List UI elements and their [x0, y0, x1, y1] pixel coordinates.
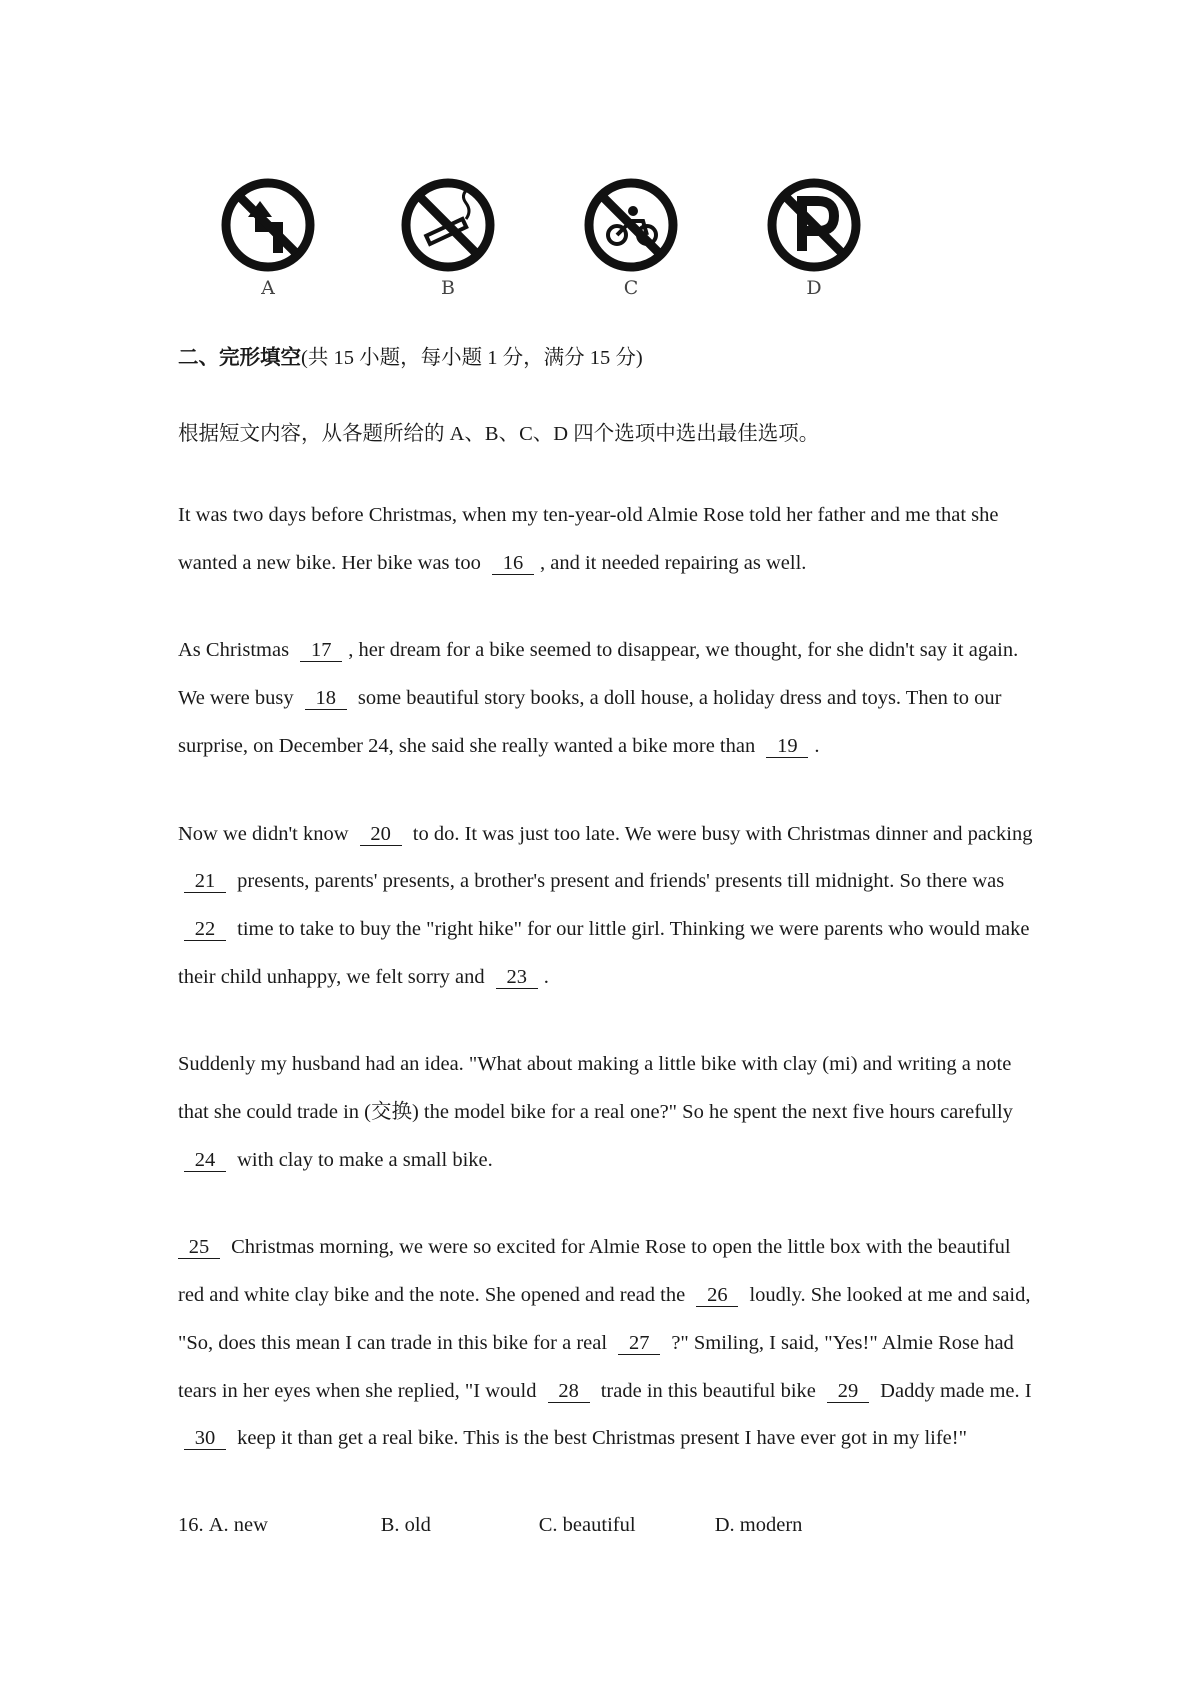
- question-16-options: [178, 1507, 1038, 1543]
- section-title-rest: (共 15 小题，每小题 1 分，满分 15 分): [301, 347, 643, 369]
- blank-29: 29: [827, 1380, 869, 1403]
- paragraph-text: , and it needed repairing as well.: [539, 551, 807, 574]
- paragraph-text: It was two days before Christmas, when my ten-year-old Almie Rose told her father and me that she wanted a new bike. Her bike was too: [178, 504, 999, 574]
- option-a: A. new: [208, 1513, 268, 1536]
- paragraph-text: loudly. She looked at me and said, "So, does this mean I can trade in this bike for a real: [178, 1284, 1031, 1354]
- section-title: [178, 340, 1038, 376]
- sign-b: [398, 175, 498, 299]
- passage-paragraph-2: [178, 627, 1038, 770]
- paragraph-text: some beautiful story books, a doll house, a holiday dress and toys. Then to our surprise, on December 24, she said she really wanted a bike more than: [178, 687, 1002, 757]
- blank-28: 28: [548, 1380, 590, 1403]
- passage-paragraph-4: [178, 1041, 1038, 1184]
- blank-30: 30: [184, 1427, 226, 1450]
- passage-paragraph-1: [178, 492, 1038, 587]
- no-parking-icon: [764, 175, 864, 275]
- paragraph-text: Suddenly my husband had an idea. "What about making a little bike with clay (mi) and writing a note that she could trade in (交换) the model bike for a real one?" So he spent the next five hours carefully: [178, 1053, 1013, 1124]
- blank-16: 16: [492, 552, 534, 575]
- no-smoking-icon: [398, 175, 498, 275]
- sign-letter-b: B: [441, 277, 455, 299]
- paragraph-text: trade in this beautiful bike: [600, 1379, 816, 1402]
- paragraph-text: As Christmas: [178, 639, 290, 662]
- no-left-turn-icon: [218, 175, 318, 275]
- blank-17: 17: [300, 639, 342, 662]
- section-title-bold: 完形填空: [219, 347, 301, 369]
- option-c: C. beautiful: [538, 1513, 636, 1536]
- blank-24: 24: [184, 1149, 226, 1172]
- paragraph-text: Now we didn't know: [178, 822, 349, 845]
- blank-25: 25: [178, 1236, 220, 1259]
- paragraph-text: ?" Smiling, I said, "Yes!" Almie Rose had tears in her eyes when she replied, "I would: [178, 1331, 1014, 1402]
- sign-c: [581, 175, 681, 299]
- blank-19: 19: [766, 735, 808, 758]
- sign-letter-d: D: [806, 277, 822, 299]
- traffic-signs-row: [218, 175, 908, 299]
- no-motorcycle-icon: [581, 175, 681, 275]
- passage-paragraph-3: [178, 811, 1038, 1002]
- sign-letter-c: C: [623, 277, 639, 299]
- blank-23: 23: [496, 966, 538, 989]
- passage-paragraph-5: [178, 1224, 1038, 1463]
- cloze-section: [178, 340, 1038, 1543]
- blank-18: 18: [305, 687, 347, 710]
- section-number: 二、: [178, 347, 219, 369]
- option-b: B. old: [380, 1513, 431, 1536]
- blank-26: 26: [696, 1284, 738, 1307]
- paragraph-text: .: [543, 965, 549, 988]
- paragraph-text: Daddy made me. I: [880, 1379, 1032, 1402]
- instruction-text: 根据短文内容，从各题所给的 A、B、C、D 四个选项中选出最佳选项。: [178, 423, 820, 445]
- paragraph-text: presents, parents' presents, a brother's present and friends' presents till midnight. So there was: [237, 870, 1005, 893]
- sign-a: [218, 175, 318, 299]
- option-d: D. modern: [714, 1513, 803, 1536]
- paragraph-text: time to take to buy the "right hike" for our little girl. Thinking we were parents who would make their child unhappy, we felt sorry and: [178, 917, 1030, 988]
- question-number: 16.: [178, 1513, 204, 1536]
- blank-21: 21: [184, 870, 226, 893]
- paragraph-text: .: [814, 734, 820, 757]
- blank-20: 20: [360, 823, 402, 846]
- paragraph-text: with clay to make a small bike.: [237, 1148, 493, 1171]
- paragraph-text: to do. It was just too late. We were busy with Christmas dinner and packing: [412, 822, 1033, 845]
- paragraph-text: Christmas morning, we were so excited for Almie Rose to open the little box with the beautiful red and white clay bike and the note. She opened and read the: [178, 1236, 1011, 1307]
- sign-d: [764, 175, 864, 299]
- paragraph-text: keep it than get a real bike. This is the best Christmas present I have ever got in my life!": [237, 1427, 967, 1450]
- paragraph-text: , her dream for a bike seemed to disappear, we thought, for she didn't say it again. We were busy: [178, 639, 1019, 710]
- blank-27: 27: [618, 1332, 660, 1355]
- sign-letter-a: A: [261, 277, 275, 299]
- blank-22: 22: [184, 918, 226, 941]
